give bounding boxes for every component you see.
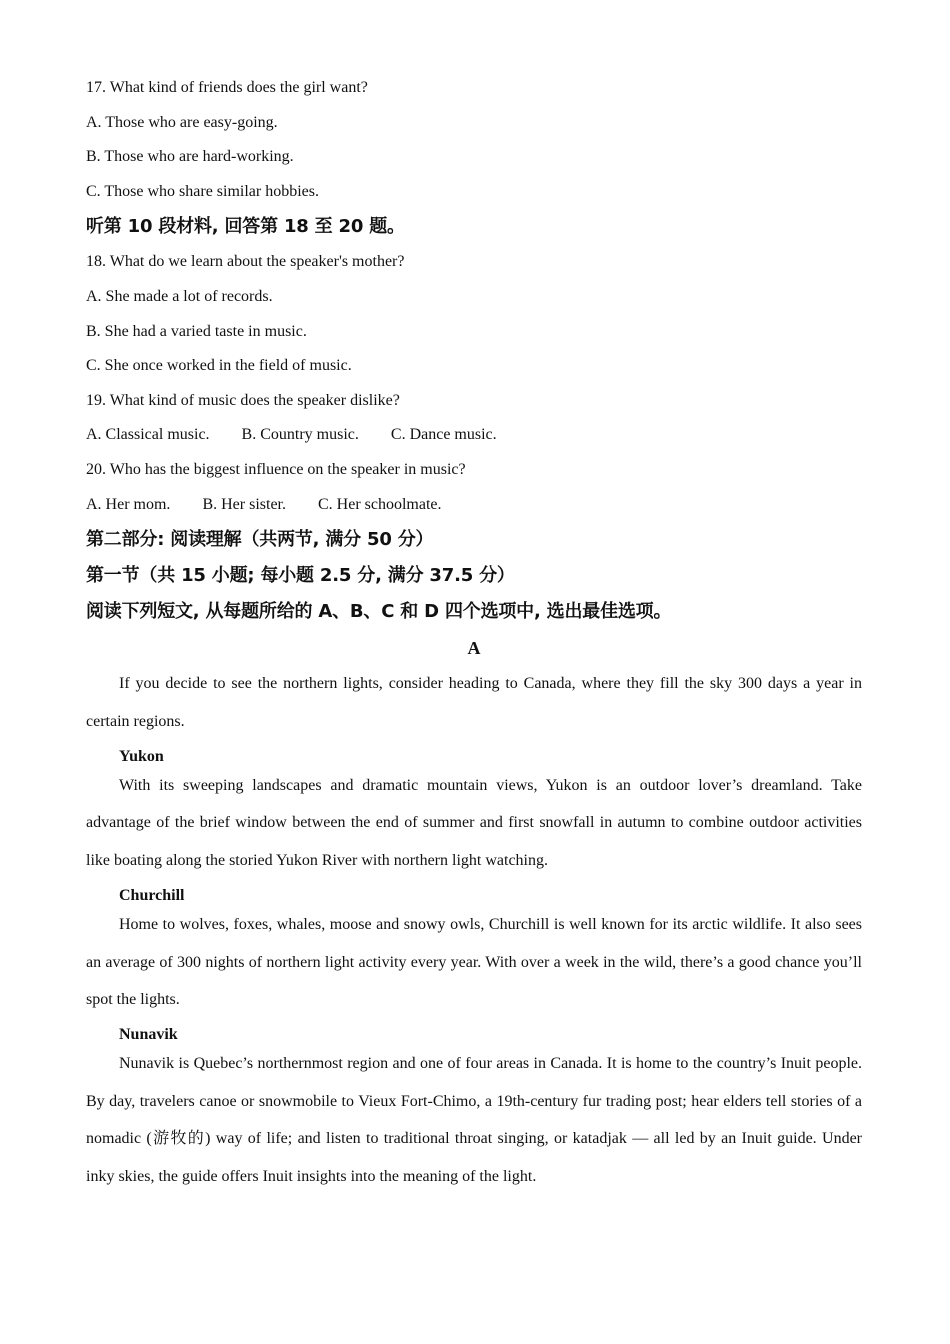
question-18: 18. What do we learn about the speaker's mother? xyxy=(86,253,405,271)
q20-option-c: C. Her schoolmate. xyxy=(317,495,442,513)
question-19: 19. What kind of music does the speaker dislike? xyxy=(86,391,400,409)
q18-option-b: B. She had a varied taste in music. xyxy=(86,322,307,340)
section-1-heading: 第一节（共 15 小题; 每小题 2.5 分, 满分 37.5 分） xyxy=(86,565,515,587)
section-title-churchill: Churchill xyxy=(119,887,185,905)
q18-option-a: A. She made a lot of records. xyxy=(86,287,273,305)
q19-options xyxy=(86,425,862,445)
q20-option-b: B. Her sister. xyxy=(202,495,286,513)
section-title-yukon: Yukon xyxy=(119,747,164,765)
q17-option-c: C. Those who share similar hobbies. xyxy=(86,182,320,200)
question-20: 20. Who has the biggest influence on the speaker in music? xyxy=(86,460,466,478)
passage-intro: If you decide to see the northern lights, consider heading to Canada, where they fill the sky 300 days a year in certain regions. xyxy=(86,675,862,730)
q20-options xyxy=(86,495,862,515)
section-text-yukon: With its sweeping landscapes and dramatic mountain views, Yukon is an outdoor lover’s dreamland. Take advantage of the brief window between the end of summer and first snowfall in autumn to combine outdoor activities like boating along the storied Yukon River with northern light watching. xyxy=(86,776,862,869)
q19-option-c: C. Dance music. xyxy=(390,426,497,444)
part-2-heading: 第二部分: 阅读理解（共两节, 满分 50 分） xyxy=(86,529,434,551)
reading-instructions: 阅读下列短文, 从每题所给的 A、B、C 和 D 四个选项中, 选出最佳选项。 xyxy=(86,601,672,623)
passage-letter: A xyxy=(467,638,481,659)
q17-option-a: A. Those who are easy-going. xyxy=(86,113,278,131)
q20-option-a: A. Her mom. xyxy=(86,495,171,513)
exam-page xyxy=(86,78,862,1194)
section-10-heading: 听第 10 段材料, 回答第 18 至 20 题。 xyxy=(86,216,405,238)
q19-option-a: A. Classical music. xyxy=(86,426,210,444)
section-text-nunavik: Nunavik is Quebec’s northernmost region and one of four areas in Canada. It is home to the country’s Inuit people. By day, travelers canoe or snowmobile to Vieux Fort-Chimo, a 19th-century fur trading post; hear elders tell stories of a nomadic (游牧的) way of life; and listen to traditional throat singing, or katadjak — all led by an Inuit guide. Under inky skies, the guide offers Inuit insights into the meaning of the light. xyxy=(86,1055,862,1185)
section-text-churchill: Home to wolves, foxes, whales, moose and snowy owls, Churchill is well known for its arctic wildlife. It also sees an average of 300 nights of northern light activity every year. With over a week in the wild, there’s a good chance you’ll spot the lights. xyxy=(86,916,862,1008)
q19-option-b: B. Country music. xyxy=(241,426,359,444)
q17-option-b: B. Those who are hard-working. xyxy=(86,148,294,166)
question-17: 17. What kind of friends does the girl want? xyxy=(86,79,368,96)
q18-option-c: C. She once worked in the field of music. xyxy=(86,357,352,375)
section-title-nunavik: Nunavik xyxy=(119,1026,178,1044)
